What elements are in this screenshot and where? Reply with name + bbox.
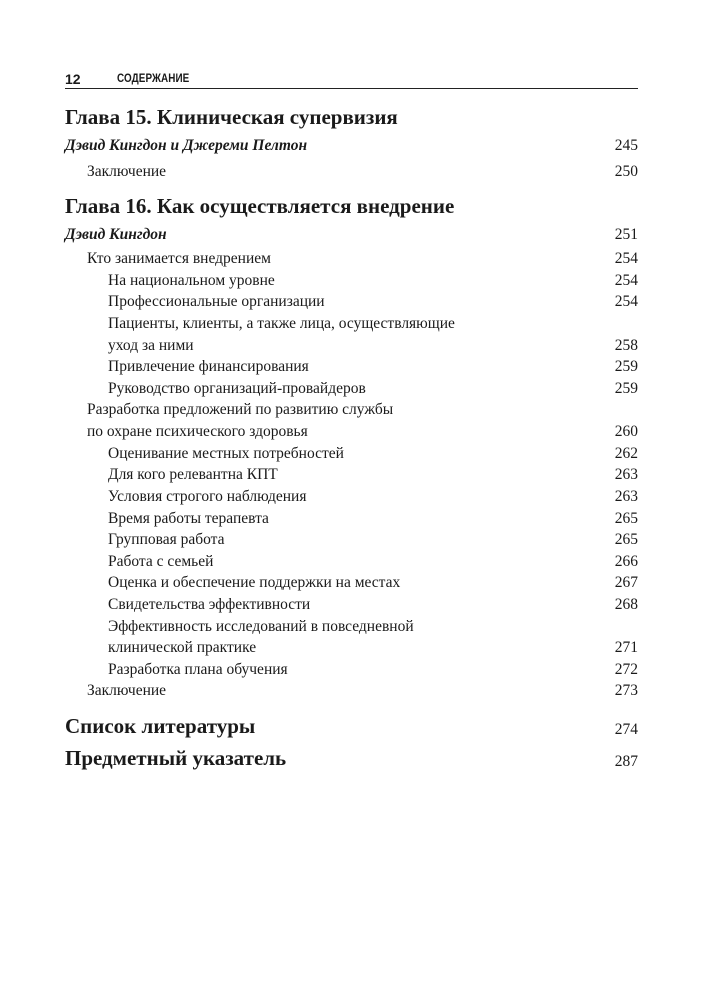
chapter-title: Глава 15. Клиническая супервизия	[65, 105, 398, 129]
section-title: Список литературы	[65, 714, 256, 738]
section-title: СОДЕРЖАНИЕ	[117, 73, 190, 85]
page-ref: 259	[614, 380, 638, 397]
entry-title: Условия строгого наблюдения	[108, 488, 307, 505]
page-ref: 272	[614, 661, 638, 678]
page-ref: 263	[614, 488, 638, 505]
section-title: Предметный указатель	[65, 746, 287, 770]
entry-title: уход за ними	[108, 337, 194, 354]
entry-title: Свидетельства эффективности	[108, 596, 311, 613]
entry-title: Профессиональные организации	[108, 293, 325, 310]
page-ref: 254	[614, 272, 638, 289]
entry-title: На национальном уровне	[108, 272, 275, 289]
entry-title: Работа с семьей	[108, 553, 214, 570]
page-ref: 273	[614, 682, 638, 699]
entry-title: Кто занимается внедрением	[87, 250, 271, 267]
page-ref: 254	[614, 250, 638, 267]
page-ref: 267	[614, 574, 638, 591]
page-ref: 260	[614, 423, 638, 440]
page-ref: 245	[614, 137, 638, 154]
entry-title: Руководство организаций-провайдеров	[108, 380, 366, 397]
page-ref: 271	[614, 639, 638, 656]
page-ref: 262	[614, 445, 638, 462]
page-ref: 259	[614, 358, 638, 375]
page-ref: 266	[614, 553, 638, 570]
page-number: 12	[65, 71, 81, 87]
entry-title: по охране психического здоровья	[87, 423, 308, 440]
entry-title: Заключение	[87, 682, 167, 699]
entry-title: Оценка и обеспечение поддержки на местах	[108, 574, 401, 591]
page-ref: 274	[614, 721, 638, 738]
entry-title: Эффективность исследований в повседневной	[108, 618, 414, 635]
page-ref: 254	[614, 293, 638, 310]
page-ref: 268	[614, 596, 638, 613]
entry-title: Оценивание местных потребностей	[108, 445, 344, 462]
entry-title: Время работы терапевта	[108, 510, 269, 527]
page	[65, 66, 638, 809]
entry-title: Для кого релевантна КПТ	[108, 466, 278, 483]
entry-title: Привлечение финансирования	[108, 358, 309, 375]
chapter-author: Дэвид Кингдон	[65, 226, 167, 243]
page-ref: 258	[614, 337, 638, 354]
entry-title: Пациенты, клиенты, а также лица, осуществляющие	[108, 315, 455, 332]
chapter-title: Глава 16. Как осуществляется внедрение	[65, 194, 455, 218]
entry-title: Групповая работа	[108, 531, 225, 548]
page-ref: 265	[614, 531, 638, 548]
page-ref: 287	[614, 753, 638, 770]
page-ref: 251	[614, 226, 638, 243]
entry-title: Заключение	[87, 163, 167, 180]
page-ref: 250	[614, 163, 638, 180]
page-ref: 265	[614, 510, 638, 527]
entry-title: Разработка предложений по развитию службы	[87, 401, 394, 418]
table-of-contents	[65, 89, 638, 809]
entry-title: клинической практике	[108, 639, 257, 656]
chapter-author: Дэвид Кингдон и Джереми Пелтон	[65, 137, 308, 154]
running-head	[65, 66, 638, 89]
entry-title: Разработка плана обучения	[108, 661, 288, 678]
page-ref: 263	[614, 466, 638, 483]
